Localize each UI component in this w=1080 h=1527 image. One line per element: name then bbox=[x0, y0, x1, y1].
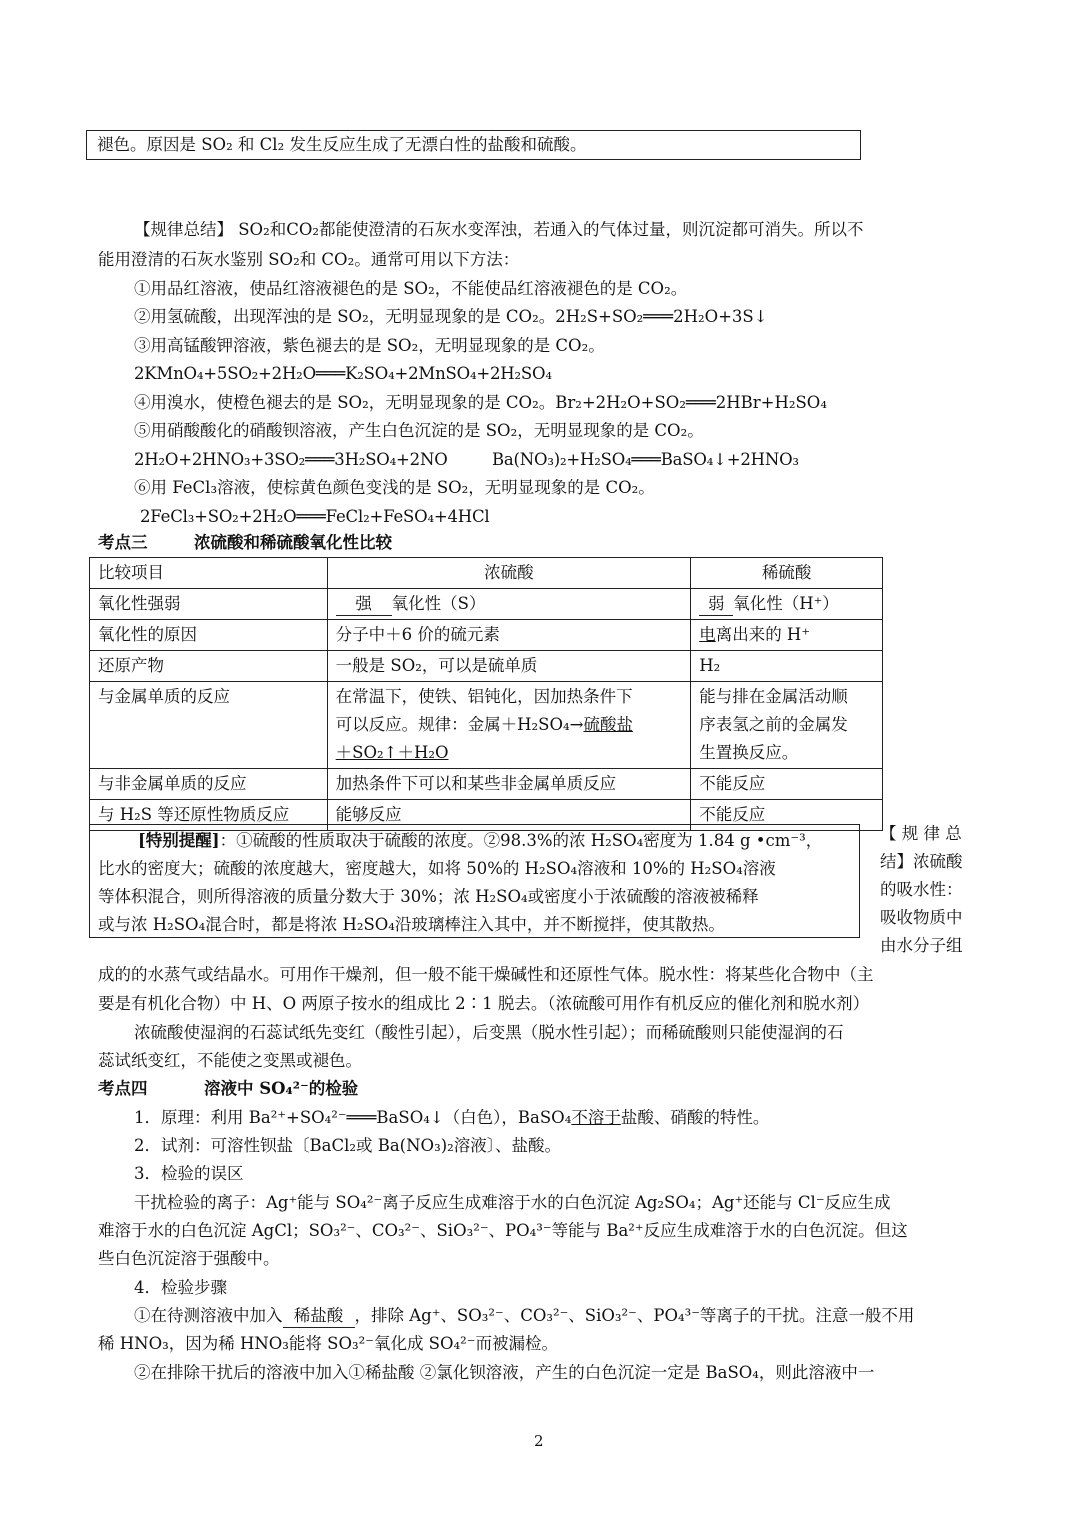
header-item: 比较项目 bbox=[90, 558, 328, 589]
side-note-line: 吸收物质中 bbox=[880, 908, 963, 927]
cell-line: 在常温下，使铁、铝钝化，因加热条件下 bbox=[335, 687, 633, 706]
method-6: ⑥用 FeCl₃溶液，使棕黄色颜色变浅的是 SO₂，无明显现象的是 CO₂。 bbox=[134, 478, 655, 497]
tip-line-3: 等体积混合，则所得溶液的质量分数大于 30%；浓 H₂SO₄或密度小于浓硫酸的溶液被稀释 bbox=[98, 887, 759, 906]
pitfalls-heading: 3．检验的误区 bbox=[134, 1164, 244, 1183]
concentrated-cell: 一般是 SO₂，可以是硫单质 bbox=[327, 651, 691, 682]
method-3: ③用高锰酸钾溶液，紫色褪去的是 SO₂，无明显现象的是 CO₂。 bbox=[134, 336, 605, 355]
rule-summary-line-2: 能用澄清的石灰水鉴别 SO₂和 CO₂。通常可用以下方法： bbox=[98, 250, 520, 269]
cell-text: 氧化性（H⁺） bbox=[733, 594, 839, 613]
method-5-equation-2: Ba(NO₃)₂+H₂SO₄═══BaSO₄↓+2HNO₃ bbox=[492, 450, 799, 469]
principle-text: 1．原理：利用 Ba²⁺+SO₄²⁻═══BaSO₄↓（白色），BaSO₄ bbox=[134, 1108, 572, 1127]
method-4: ④用溴水，使橙色褪去的是 SO₂，无明显现象的是 CO₂。Br₂+2H₂O+SO₂═══2HBr+H₂SO₄ bbox=[134, 393, 827, 412]
fill-blank: 弱 bbox=[699, 593, 733, 616]
principle-text-end: 盐酸、硝酸的特性。 bbox=[620, 1108, 770, 1127]
page-number: 2 bbox=[534, 1432, 544, 1450]
interference-line-3: 些白色沉淀溶于强酸中。 bbox=[98, 1249, 280, 1268]
dilute-cell bbox=[691, 682, 883, 769]
side-note-line: 结】浓硫酸 bbox=[880, 852, 963, 871]
litmus-line-2: 蕊试纸变红，不能使之变黑或褪色。 bbox=[98, 1051, 362, 1070]
sulfuric-acid-comparison-table bbox=[89, 557, 883, 831]
dilute-cell: H₂ bbox=[691, 651, 883, 682]
underlined-text: 电 bbox=[699, 625, 716, 644]
method-2: ②用氢硫酸，出现浑浊的是 SO₂，无明显现象的是 CO₂。2H₂S+SO₂═══2H₂O+3S↓ bbox=[134, 307, 768, 326]
dilute-cell bbox=[691, 620, 883, 651]
interference-line-1: 干扰检验的离子：Ag⁺能与 SO₄²⁻离子反应生成难溶于水的白色沉淀 Ag₂SO₄；Ag⁺还能与 Cl⁻反应生成 bbox=[134, 1193, 891, 1212]
step-1-line-1 bbox=[134, 1302, 914, 1331]
method-3-equation: 2KMnO₄+5SO₂+2H₂O═══K₂SO₄+2MnSO₄+2H₂SO₄ bbox=[134, 364, 552, 383]
tip-line-2: 比水的密度大；硫酸的浓度越大，密度越大，如将 50%的 H₂SO₄溶液和 10%的 H₂SO₄溶液 bbox=[98, 859, 776, 878]
cell-line: 生置换反应。 bbox=[699, 743, 799, 762]
principle-line bbox=[134, 1104, 769, 1133]
cell-text: 离出来的 H⁺ bbox=[715, 625, 811, 644]
step-text: ①在待测溶液中加入 bbox=[134, 1306, 283, 1325]
rule-summary-line-1: 【规律总结】 SO₂和CO₂都能使澄清的石灰水变浑浊，若通入的气体过量，则沉淀都可消失。所以不 bbox=[134, 220, 864, 239]
kp4-heading-title: 溶液中 SO₄²⁻的检验 bbox=[204, 1079, 359, 1098]
concentrated-cell bbox=[327, 589, 691, 620]
cell-line bbox=[336, 739, 683, 767]
row-item: 氧化性强弱 bbox=[90, 589, 328, 620]
method-5: ⑤用硝酸酸化的硝酸钡溶液，产生白色沉淀的是 SO₂，无明显现象的是 CO₂。 bbox=[134, 421, 704, 440]
row-item: 与 H₂S 等还原性物质反应 bbox=[90, 800, 328, 831]
underlined-text: ＋SO₂↑＋H₂O bbox=[335, 743, 449, 762]
table-row bbox=[90, 651, 883, 682]
continued-answer-text: 褪色。原因是 SO₂ 和 Cl₂ 发生反应生成了无漂白性的盐酸和硫酸。 bbox=[97, 135, 587, 154]
row-item: 与金属单质的反应 bbox=[90, 682, 328, 769]
underlined-text: 硫酸盐 bbox=[583, 715, 633, 734]
side-note-line: 由水分子组 bbox=[880, 936, 963, 955]
row-item: 与非金属单质的反应 bbox=[90, 769, 328, 800]
method-6-equation: 2FeCl₃+SO₂+2H₂O═══FeCl₂+FeSO₄+4HCl bbox=[140, 507, 490, 526]
concentrated-cell bbox=[327, 682, 691, 769]
dehydration-line-2: 要是有机化合物）中 H、O 两原子按水的组成比 2∶1 脱去。（浓硫酸可用作有机反应的催化剂和脱水剂） bbox=[98, 994, 870, 1013]
dehydration-line-1: 成的的水蒸气或结晶水。可用作干燥剂，但一般不能干燥碱性和还原性气体。脱水性：将某些化合物中（主 bbox=[98, 965, 874, 984]
tip-text: ：①硫酸的性质取决于硫酸的浓度。②98.3%的浓 H₂SO₄密度为 1.84 g •cm⁻³， bbox=[219, 831, 823, 850]
concentrated-cell: 加热条件下可以和某些非金属单质反应 bbox=[327, 769, 691, 800]
header-dilute: 稀硫酸 bbox=[691, 558, 883, 589]
table-row bbox=[90, 769, 883, 800]
cell-line: 能与排在金属活动顺 bbox=[699, 687, 848, 706]
step-text-end: ，排除 Ag⁺、SO₃²⁻、CO₃²⁻、SiO₃²⁻、PO₄³⁻等离子的干扰。注意一般不用 bbox=[354, 1306, 915, 1325]
underlined-text: 不溶于 bbox=[571, 1108, 621, 1127]
table-row bbox=[90, 620, 883, 651]
cell-text: 可以反应。规律：金属＋H₂SO₄→ bbox=[335, 715, 584, 734]
dilute-cell bbox=[691, 589, 883, 620]
row-item: 还原产物 bbox=[90, 651, 328, 682]
kp3-heading-number: 考点三 bbox=[98, 533, 148, 552]
fill-blank: 稀盐酸 bbox=[283, 1305, 355, 1328]
special-tip-box bbox=[89, 824, 860, 938]
concentrated-cell: 分子中＋6 价的硫元素 bbox=[327, 620, 691, 651]
tip-line-4: 或与浓 H₂SO₄混合时，都是将浓 H₂SO₄沿玻璃棒注入其中，并不断搅拌，使其散热。 bbox=[98, 915, 725, 934]
table-row bbox=[90, 682, 883, 769]
kp4-heading-number: 考点四 bbox=[98, 1079, 148, 1098]
table-row bbox=[90, 589, 883, 620]
interference-line-2: 难溶于水的白色沉淀 AgCl；SO₃²⁻、CO₃²⁻、SiO₃²⁻、PO₄³⁻等能与 Ba²⁺反应生成难溶于水的白色沉淀。但这 bbox=[98, 1221, 908, 1240]
side-note-line: 【 规 律 总 bbox=[880, 824, 962, 843]
dilute-cell: 不能反应 bbox=[691, 769, 883, 800]
step-1-line-2: 稀 HNO₃，因为稀 HNO₃能将 SO₃²⁻氧化成 SO₄²⁻而被漏检。 bbox=[98, 1334, 558, 1353]
tip-line-1 bbox=[138, 827, 822, 855]
cell-line: 序表氢之前的金属发 bbox=[699, 715, 848, 734]
fill-blank: 强 bbox=[336, 593, 392, 616]
table-header-row bbox=[90, 558, 883, 589]
side-note-line: 的吸水性： bbox=[880, 880, 963, 899]
litmus-line-1: 浓硫酸使湿润的石蕊试纸先变红（酸性引起），后变黑（脱水性引起）；而稀硫酸则只能使湿润的石 bbox=[134, 1023, 844, 1042]
step-2-line-1: ②在排除干扰后的溶液中加入①稀盐酸 ②氯化钡溶液，产生的白色沉淀一定是 BaSO₄，则此溶液中一 bbox=[134, 1363, 875, 1382]
dilute-cell: 不能反应 bbox=[691, 800, 883, 831]
method-5-equation-1: 2H₂O+2HNO₃+3SO₂═══3H₂SO₄+2NO bbox=[134, 450, 448, 469]
continued-answer-box bbox=[86, 130, 861, 160]
concentrated-cell: 能够反应 bbox=[327, 800, 691, 831]
method-1: ①用品红溶液，使品红溶液褪色的是 SO₂，不能使品红溶液褪色的是 CO₂。 bbox=[134, 279, 688, 298]
cell-line bbox=[336, 711, 683, 739]
steps-heading: 4．检验步骤 bbox=[134, 1278, 227, 1297]
row-item: 氧化性的原因 bbox=[90, 620, 328, 651]
header-concentrated: 浓硫酸 bbox=[327, 558, 691, 589]
kp3-heading-title: 浓硫酸和稀硫酸氧化性比较 bbox=[194, 533, 392, 552]
tip-label: [特别提醒] bbox=[138, 831, 220, 850]
cell-text: 氧化性（S） bbox=[391, 594, 486, 613]
reagent-line: 2．试剂：可溶性钡盐〔BaCl₂或 Ba(NO₃)₂溶液〕、盐酸。 bbox=[134, 1136, 562, 1155]
